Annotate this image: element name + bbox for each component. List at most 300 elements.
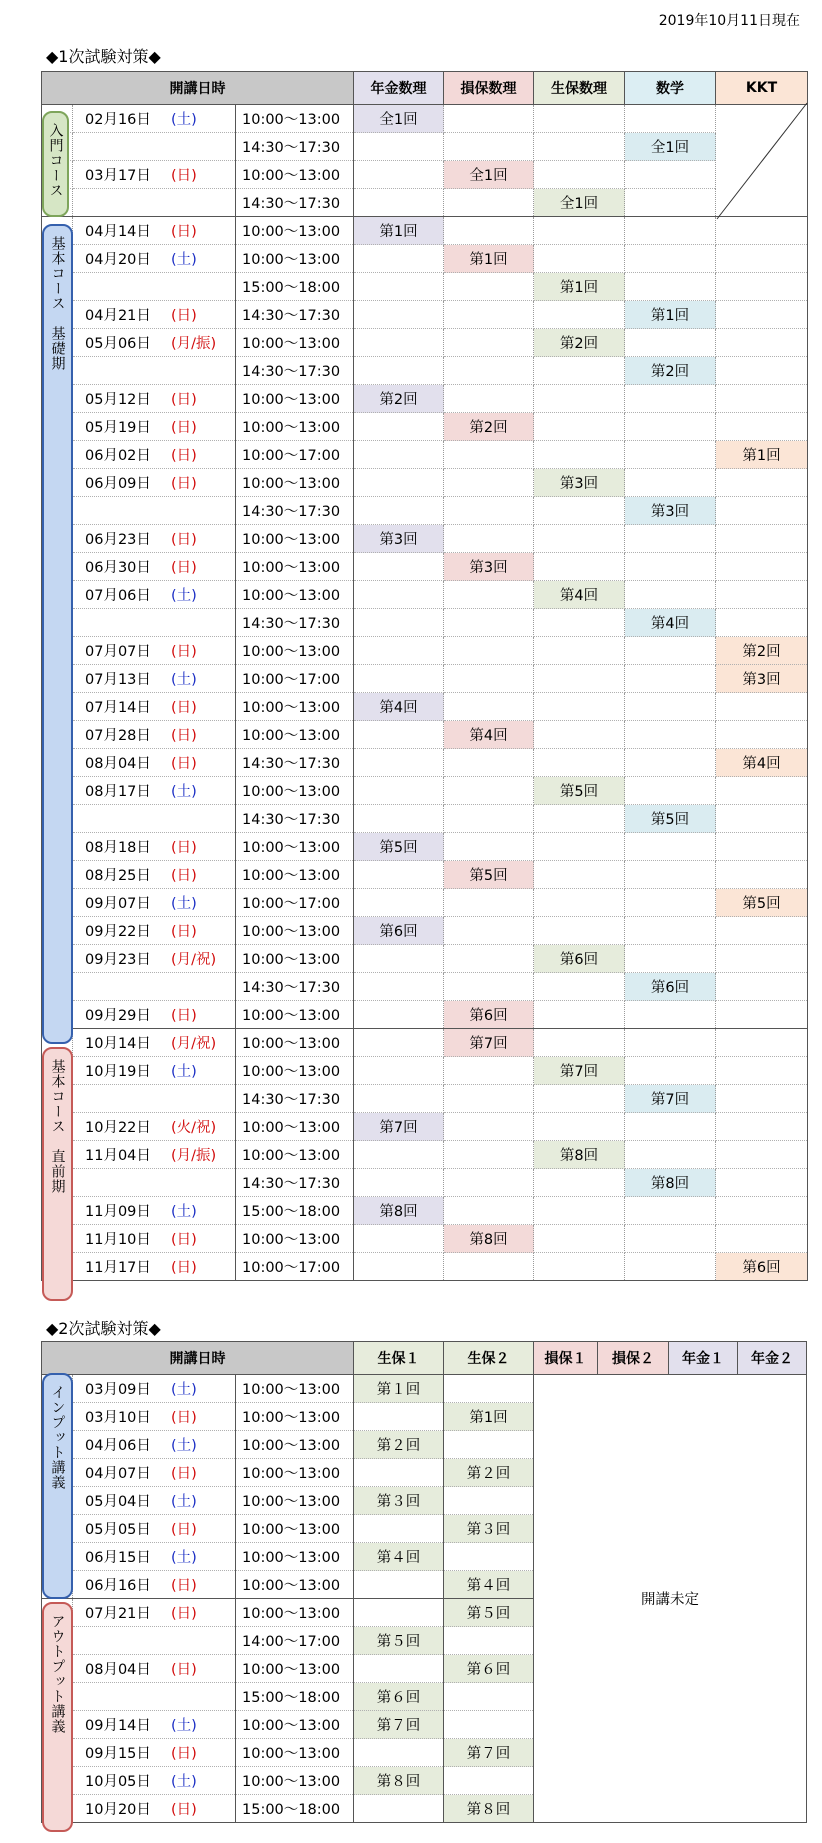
- date-text: 11月17日: [85, 1260, 151, 1276]
- session-cell-kkt: 第5回: [716, 889, 808, 917]
- weekday-text: (日): [171, 1746, 197, 1762]
- empty-cell: [534, 301, 625, 329]
- group-input-lecture: [42, 1373, 73, 1599]
- empty-cell: [625, 385, 716, 413]
- empty-cell: [716, 1001, 808, 1029]
- session-cell-life1: 第３回: [354, 1487, 444, 1515]
- date-text: 09月23日: [85, 952, 151, 968]
- time-cell: 14:30～17:30: [236, 301, 354, 329]
- time-cell: 10:00～13:00: [236, 1459, 354, 1487]
- date-cell: [73, 833, 236, 861]
- empty-cell: [534, 525, 625, 553]
- empty-cell: [444, 889, 534, 917]
- session-cell-sei: 第8回: [534, 1141, 625, 1169]
- date-text: 11月04日: [85, 1148, 151, 1164]
- empty-cell: [354, 1655, 444, 1683]
- date-text: 08月25日: [85, 868, 151, 884]
- empty-cell: [716, 245, 808, 273]
- weekday-text: (土): [171, 1438, 197, 1454]
- empty-cell: [534, 1113, 625, 1141]
- date-cell: [73, 273, 236, 301]
- empty-cell: [625, 161, 716, 189]
- empty-cell: [444, 581, 534, 609]
- empty-cell: [444, 273, 534, 301]
- date-text: 11月10日: [85, 1232, 151, 1248]
- date-cell: [73, 525, 236, 553]
- schedule-row: [42, 553, 808, 581]
- schedule-row: [42, 637, 808, 665]
- empty-cell: [444, 301, 534, 329]
- date-cell: [73, 189, 236, 217]
- time-cell: 10:00～13:00: [236, 469, 354, 497]
- schedule-row: [42, 301, 808, 329]
- weekday-text: (日): [171, 840, 197, 856]
- date-text: 05月12日: [85, 392, 151, 408]
- empty-cell: [625, 1225, 716, 1253]
- date-text: 10月22日: [85, 1120, 151, 1136]
- date-text: 11月09日: [85, 1204, 151, 1220]
- weekday-text: (土): [171, 1494, 197, 1510]
- time-cell: 15:00～18:00: [236, 273, 354, 301]
- date-text: 08月18日: [85, 840, 151, 856]
- empty-cell: [534, 245, 625, 273]
- header-kkt: KKT: [716, 72, 808, 105]
- session-cell-son: 第1回: [444, 245, 534, 273]
- date-cell: [73, 217, 236, 245]
- empty-cell: [625, 273, 716, 301]
- header2-nonlife2: 損保２: [598, 1342, 669, 1375]
- second-exam-schedule-table: [41, 1341, 807, 1823]
- empty-cell: [625, 469, 716, 497]
- weekday-text: (日): [171, 1662, 197, 1678]
- weekday-text: (月/祝): [171, 1036, 217, 1052]
- date-text: 09月29日: [85, 1008, 151, 1024]
- empty-cell: [534, 693, 625, 721]
- empty-cell: [444, 609, 534, 637]
- date-cell: [73, 1001, 236, 1029]
- time-cell: 10:00～13:00: [236, 861, 354, 889]
- empty-cell: [625, 665, 716, 693]
- time-cell: 10:00～13:00: [236, 833, 354, 861]
- empty-cell: [534, 1253, 625, 1281]
- date-text: 09月22日: [85, 924, 151, 940]
- empty-cell: [534, 553, 625, 581]
- weekday-text: (日): [171, 448, 197, 464]
- schedule-row: [42, 1029, 808, 1057]
- empty-cell: [354, 553, 444, 581]
- session-cell-kkt: 第3回: [716, 665, 808, 693]
- time-cell: 10:00～13:00: [236, 329, 354, 357]
- empty-cell: [716, 413, 808, 441]
- empty-cell: [534, 413, 625, 441]
- schedule-row: [42, 721, 808, 749]
- empty-cell: [716, 1085, 808, 1113]
- session-cell-pen: 第3回: [354, 525, 444, 553]
- session-cell-pen: 第6回: [354, 917, 444, 945]
- time-cell: 10:00～13:00: [236, 1571, 354, 1599]
- header-pension-math: 年金数理: [354, 72, 444, 105]
- time-cell: 10:00～13:00: [236, 1655, 354, 1683]
- weekday-text: (日): [171, 1606, 197, 1622]
- not-yet-scheduled-cell: 開講未定: [534, 1375, 807, 1823]
- group-output-lecture: [42, 1602, 73, 1832]
- empty-cell: [354, 945, 444, 973]
- weekday-text: (土): [171, 1774, 197, 1790]
- time-cell: 10:00～13:00: [236, 217, 354, 245]
- empty-cell: [444, 385, 534, 413]
- schedule-row: [42, 945, 808, 973]
- empty-cell: [354, 777, 444, 805]
- empty-cell: [534, 1085, 625, 1113]
- date-cell: [73, 1253, 236, 1281]
- empty-cell: [716, 1225, 808, 1253]
- weekday-text: (日): [171, 1802, 197, 1818]
- weekday-text: (日): [171, 1260, 197, 1276]
- header2-nonlife1: 損保１: [534, 1342, 598, 1375]
- date-cell: [73, 413, 236, 441]
- empty-cell: [625, 861, 716, 889]
- date-cell: [73, 917, 236, 945]
- date-cell: [73, 1431, 236, 1459]
- time-cell: 10:00～13:00: [236, 581, 354, 609]
- empty-cell: [716, 1029, 808, 1057]
- empty-cell: [534, 833, 625, 861]
- date-cell: [73, 553, 236, 581]
- empty-cell: [625, 721, 716, 749]
- weekday-text: (日): [171, 644, 197, 660]
- empty-cell: [354, 1739, 444, 1767]
- date-text: 07月21日: [85, 1606, 151, 1622]
- time-cell: 10:00～13:00: [236, 1029, 354, 1057]
- empty-cell: [354, 1599, 444, 1627]
- empty-cell: [354, 273, 444, 301]
- weekday-text: (日): [171, 1410, 197, 1426]
- empty-cell: [534, 889, 625, 917]
- empty-cell: [444, 1543, 534, 1571]
- schedule-row: [42, 1113, 808, 1141]
- date-text: 03月09日: [85, 1382, 151, 1398]
- date-text: 10月20日: [85, 1802, 151, 1818]
- date-cell: [73, 1403, 236, 1431]
- time-cell: 10:00～13:00: [236, 1711, 354, 1739]
- empty-cell: [534, 1225, 625, 1253]
- date-cell: [73, 385, 236, 413]
- date-cell: [73, 665, 236, 693]
- empty-cell: [534, 1169, 625, 1197]
- session-cell-kkt: 第6回: [716, 1253, 808, 1281]
- date-cell: [73, 1029, 236, 1057]
- date-text: 06月15日: [85, 1550, 151, 1566]
- empty-cell: [625, 749, 716, 777]
- group-intro-course: [42, 111, 69, 217]
- weekday-text: (日): [171, 476, 197, 492]
- schedule-row: [42, 889, 808, 917]
- header2-life2: 生保２: [444, 1342, 534, 1375]
- date-cell: [73, 1057, 236, 1085]
- date-cell: [73, 1739, 236, 1767]
- weekday-text: (日): [171, 1578, 197, 1594]
- kkt-diagonal-slash: [716, 102, 808, 220]
- empty-cell: [716, 469, 808, 497]
- schedule-row: [42, 805, 808, 833]
- empty-cell: [354, 189, 444, 217]
- empty-cell: [625, 581, 716, 609]
- group-basic-foundation-label: 基本コース 基礎期: [49, 236, 66, 371]
- empty-cell: [534, 357, 625, 385]
- empty-cell: [716, 357, 808, 385]
- date-cell: [73, 861, 236, 889]
- date-cell: [73, 1599, 236, 1627]
- date-text: 06月30日: [85, 560, 151, 576]
- empty-cell: [444, 749, 534, 777]
- session-cell-life2: 第1回: [444, 1403, 534, 1431]
- date-text: 02月16日: [85, 112, 151, 128]
- session-cell-life2: 第４回: [444, 1571, 534, 1599]
- session-cell-pen: 第1回: [354, 217, 444, 245]
- first-exam-schedule-table: [41, 71, 808, 1281]
- empty-cell: [354, 301, 444, 329]
- empty-cell: [354, 357, 444, 385]
- empty-cell: [625, 1253, 716, 1281]
- empty-cell: [625, 189, 716, 217]
- weekday-text: (月/振): [171, 1148, 217, 1164]
- date-text: 06月02日: [85, 448, 151, 464]
- session-cell-sei: 第7回: [534, 1057, 625, 1085]
- weekday-text: (土): [171, 588, 197, 604]
- group-basic-final-label: 基本コース 直前期: [49, 1059, 66, 1194]
- empty-cell: [444, 1253, 534, 1281]
- empty-cell: [625, 1113, 716, 1141]
- empty-cell: [444, 133, 534, 161]
- date-text: 08月04日: [85, 1662, 151, 1678]
- date-cell: [73, 609, 236, 637]
- date-text: 07月28日: [85, 728, 151, 744]
- empty-cell: [716, 301, 808, 329]
- header2-life1: 生保１: [354, 1342, 444, 1375]
- empty-cell: [444, 1375, 534, 1403]
- weekday-text: (月/祝): [171, 952, 217, 968]
- schedule-row: [42, 357, 808, 385]
- session-cell-kkt: 第1回: [716, 441, 808, 469]
- empty-cell: [534, 637, 625, 665]
- session-cell-math: 全1回: [625, 133, 716, 161]
- date-cell: [73, 1487, 236, 1515]
- time-cell: 10:00～13:00: [236, 1767, 354, 1795]
- time-cell: 15:00～18:00: [236, 1197, 354, 1225]
- time-cell: 10:00～13:00: [236, 917, 354, 945]
- date-cell: [73, 805, 236, 833]
- empty-cell: [354, 469, 444, 497]
- group-basic-final: [42, 1047, 73, 1301]
- time-cell: 10:00～13:00: [236, 1141, 354, 1169]
- time-cell: 10:00～13:00: [236, 693, 354, 721]
- time-cell: 10:00～13:00: [236, 721, 354, 749]
- weekday-text: (日): [171, 168, 197, 184]
- empty-cell: [354, 1459, 444, 1487]
- group-input-lecture-label: インプット講義: [49, 1385, 66, 1490]
- empty-cell: [716, 1169, 808, 1197]
- date-text: 08月04日: [85, 756, 151, 772]
- date-text: 03月10日: [85, 1410, 151, 1426]
- header-date: 開講日時: [42, 72, 354, 105]
- empty-cell: [534, 161, 625, 189]
- time-cell: 10:00～13:00: [236, 1515, 354, 1543]
- date-text: 07月07日: [85, 644, 151, 660]
- date-text: 05月05日: [85, 1522, 151, 1538]
- empty-cell: [444, 1169, 534, 1197]
- date-text: 06月23日: [85, 532, 151, 548]
- session-cell-math: 第8回: [625, 1169, 716, 1197]
- weekday-text: (日): [171, 224, 197, 240]
- empty-cell: [625, 553, 716, 581]
- empty-cell: [625, 693, 716, 721]
- time-cell: 14:30～17:30: [236, 749, 354, 777]
- empty-cell: [625, 637, 716, 665]
- date-cell: [73, 1627, 236, 1655]
- session-cell-pen: 第8回: [354, 1197, 444, 1225]
- session-cell-math: 第6回: [625, 973, 716, 1001]
- date-cell: [73, 1543, 236, 1571]
- weekday-text: (土): [171, 896, 197, 912]
- date-cell: [73, 889, 236, 917]
- date-text: 07月06日: [85, 588, 151, 604]
- session-cell-kkt: 第4回: [716, 749, 808, 777]
- empty-cell: [354, 581, 444, 609]
- schedule-row: [42, 245, 808, 273]
- empty-cell: [534, 441, 625, 469]
- date-cell: [73, 1225, 236, 1253]
- date-text: 09月15日: [85, 1746, 151, 1762]
- time-cell: 14:30～17:30: [236, 1085, 354, 1113]
- empty-cell: [354, 1795, 444, 1823]
- schedule-row: [42, 1253, 808, 1281]
- date-cell: [73, 1085, 236, 1113]
- time-cell: 10:00～13:00: [236, 385, 354, 413]
- date-cell: [73, 161, 236, 189]
- weekday-text: (日): [171, 420, 197, 436]
- time-cell: 10:00～13:00: [236, 525, 354, 553]
- date-cell: [73, 329, 236, 357]
- weekday-text: (土): [171, 1064, 197, 1080]
- session-cell-life1: 第８回: [354, 1767, 444, 1795]
- schedule-row: [42, 441, 808, 469]
- empty-cell: [354, 1085, 444, 1113]
- empty-cell: [534, 749, 625, 777]
- empty-cell: [354, 861, 444, 889]
- schedule-row: [42, 833, 808, 861]
- empty-cell: [354, 133, 444, 161]
- empty-cell: [354, 413, 444, 441]
- date-cell: [73, 105, 236, 133]
- empty-cell: [625, 329, 716, 357]
- empty-cell: [625, 945, 716, 973]
- schedule-row: [42, 413, 808, 441]
- empty-cell: [534, 917, 625, 945]
- time-cell: 10:00～13:00: [236, 245, 354, 273]
- time-cell: 10:00～13:00: [236, 161, 354, 189]
- empty-cell: [354, 1225, 444, 1253]
- schedule-row: [42, 581, 808, 609]
- date-cell: [73, 1515, 236, 1543]
- empty-cell: [534, 133, 625, 161]
- date-text: 05月06日: [85, 336, 151, 352]
- empty-cell: [716, 273, 808, 301]
- empty-cell: [625, 833, 716, 861]
- session-cell-son: 第5回: [444, 861, 534, 889]
- session-cell-life1: 第６回: [354, 1683, 444, 1711]
- date-cell: [73, 469, 236, 497]
- empty-cell: [444, 329, 534, 357]
- session-cell-life2: 第５回: [444, 1599, 534, 1627]
- empty-cell: [534, 385, 625, 413]
- date-text: 10月19日: [85, 1064, 151, 1080]
- weekday-text: (日): [171, 532, 197, 548]
- date-cell: [73, 357, 236, 385]
- weekday-text: (土): [171, 1204, 197, 1220]
- schedule-row: [42, 1001, 808, 1029]
- date-text: 04月07日: [85, 1466, 151, 1482]
- empty-cell: [716, 1197, 808, 1225]
- time-cell: 14:30～17:30: [236, 357, 354, 385]
- empty-cell: [716, 553, 808, 581]
- time-cell: 14:30～17:30: [236, 973, 354, 1001]
- weekday-text: (日): [171, 868, 197, 884]
- date-cell: [73, 693, 236, 721]
- empty-cell: [716, 1113, 808, 1141]
- schedule-row: [42, 777, 808, 805]
- empty-cell: [716, 945, 808, 973]
- session-cell-math: 第5回: [625, 805, 716, 833]
- empty-cell: [716, 497, 808, 525]
- empty-cell: [534, 861, 625, 889]
- group-output-lecture-label: アウトプット講義: [49, 1614, 66, 1734]
- weekday-text: (月/振): [171, 336, 217, 352]
- date-cell: [73, 749, 236, 777]
- empty-cell: [444, 1767, 534, 1795]
- empty-cell: [444, 1197, 534, 1225]
- session-cell-sei: 第5回: [534, 777, 625, 805]
- time-cell: 14:30～17:30: [236, 609, 354, 637]
- empty-cell: [354, 973, 444, 1001]
- time-cell: 10:00～13:00: [236, 1739, 354, 1767]
- session-cell-pen: 第4回: [354, 693, 444, 721]
- session-cell-life2: 第８回: [444, 1795, 534, 1823]
- date-cell: [73, 441, 236, 469]
- header-nonlife-math: 損保数理: [444, 72, 534, 105]
- empty-cell: [716, 917, 808, 945]
- session-cell-life2: 第７回: [444, 1739, 534, 1767]
- session-cell-kkt: 第2回: [716, 637, 808, 665]
- time-cell: 10:00～17:00: [236, 1253, 354, 1281]
- session-cell-life2: 第３回: [444, 1515, 534, 1543]
- empty-cell: [716, 973, 808, 1001]
- session-cell-math: 第1回: [625, 301, 716, 329]
- empty-cell: [444, 693, 534, 721]
- section2-title: ◆2次試験対策◆: [46, 1319, 161, 1338]
- empty-cell: [534, 609, 625, 637]
- group-intro-course-label: 入門コース: [47, 123, 64, 198]
- empty-cell: [716, 1141, 808, 1169]
- empty-cell: [444, 525, 534, 553]
- date-text: 05月04日: [85, 1494, 151, 1510]
- session-cell-son: 第2回: [444, 413, 534, 441]
- empty-cell: [625, 1057, 716, 1085]
- empty-cell: [444, 1057, 534, 1085]
- empty-cell: [716, 217, 808, 245]
- empty-cell: [444, 105, 534, 133]
- empty-cell: [444, 1141, 534, 1169]
- weekday-text: (日): [171, 308, 197, 324]
